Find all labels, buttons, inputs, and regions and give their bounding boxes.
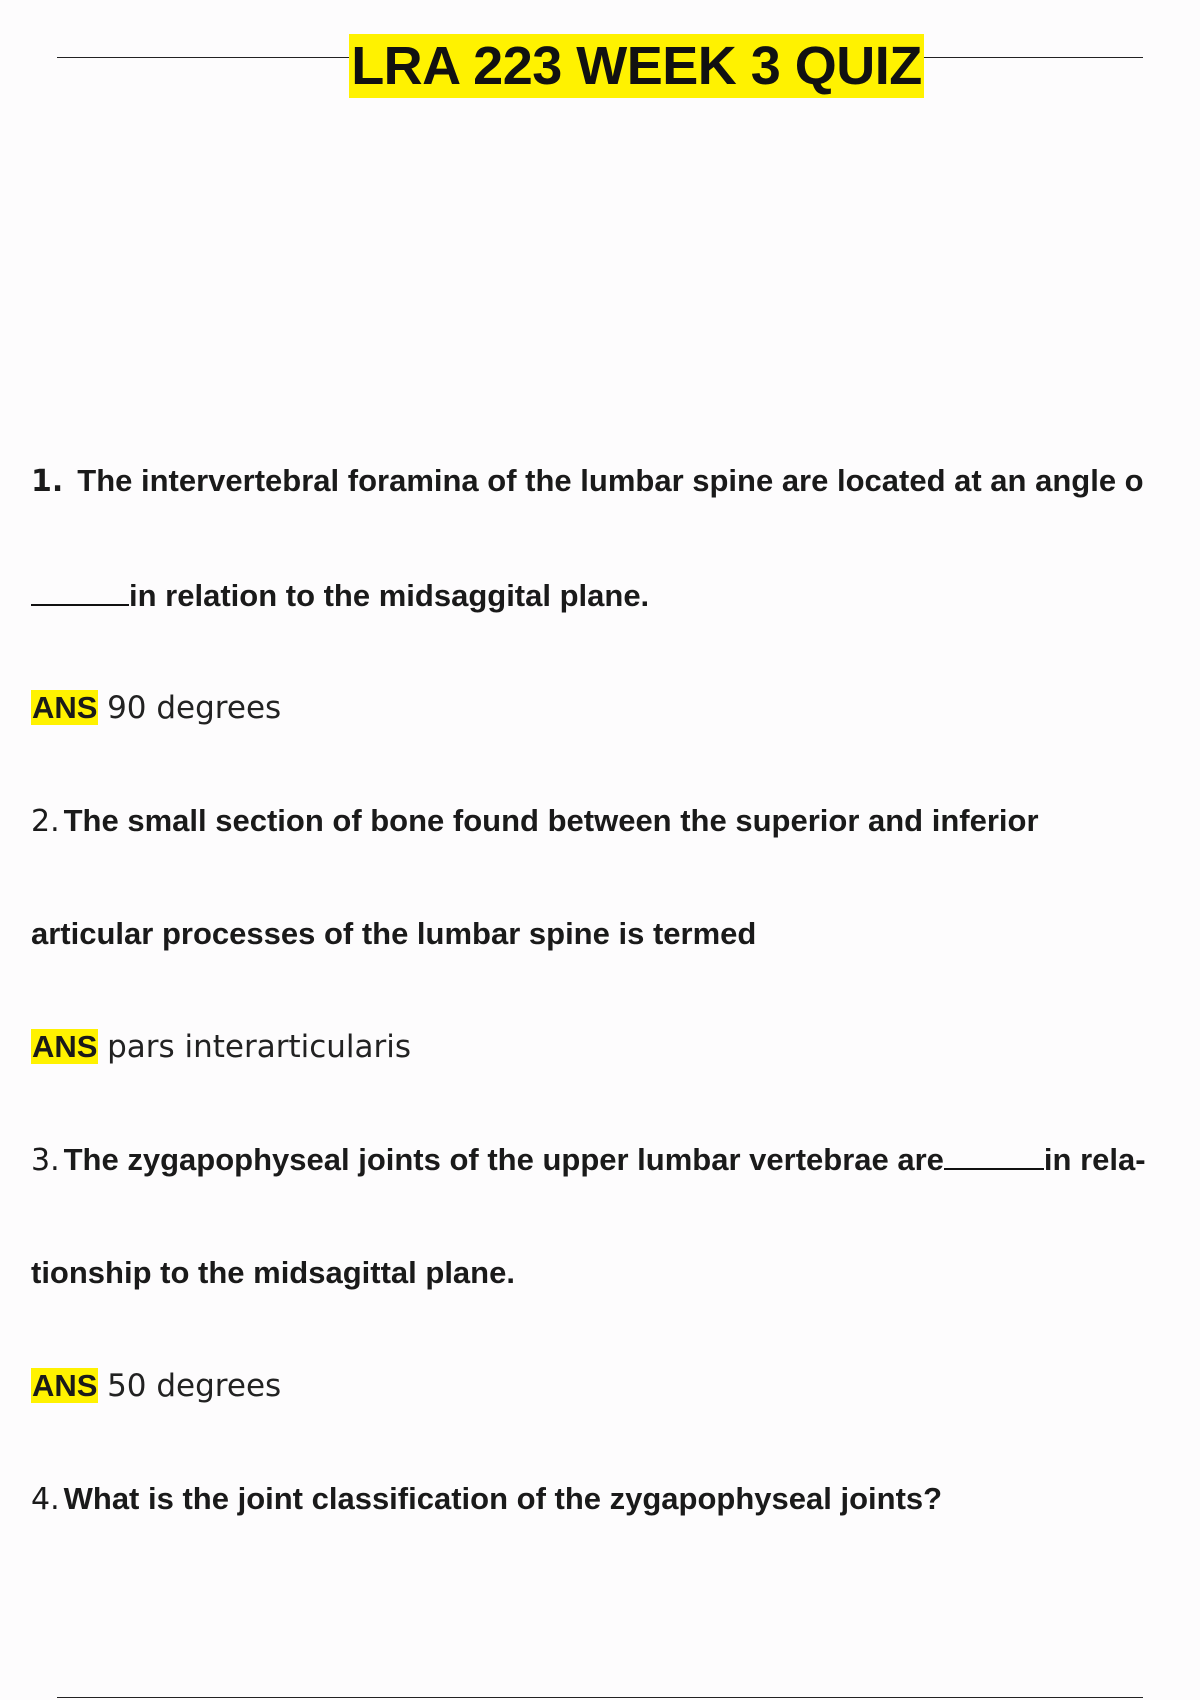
question-2-text: The small section of bone found between the superior and inferior [63, 803, 1039, 838]
answer-text: 90 degrees [107, 690, 282, 726]
question-1-line-2 [31, 576, 649, 616]
question-1-text-cont: in relation to the midsaggital plane. [129, 578, 650, 613]
question-1-answer [31, 688, 281, 728]
question-3-number: 3. [31, 1143, 60, 1178]
question-3-answer [31, 1366, 281, 1406]
question-2-line-2 [31, 914, 756, 954]
question-3-text: The zygapophyseal joints of the upper lumbar vertebrae are [63, 1142, 944, 1177]
question-3-text-cont: tionship to the midsagittal plane. [31, 1255, 515, 1290]
answer-text: pars interarticularis [107, 1029, 412, 1065]
question-4-number: 4. [31, 1482, 60, 1517]
question-4-text: What is the joint classification of the zygapophyseal joints? [63, 1481, 943, 1516]
question-3-line-2 [31, 1253, 515, 1293]
question-2-line-1 [31, 801, 1039, 842]
question-2-text-cont: articular processes of the lumbar spine is termed [31, 916, 757, 951]
question-1-blank [31, 578, 129, 606]
bottom-rule [57, 1697, 1143, 1698]
title-container [0, 34, 1200, 98]
answer-label: ANS [32, 1368, 98, 1403]
question-2-answer [31, 1027, 411, 1067]
question-1-number: 1. [31, 464, 64, 499]
document-title: LRA 223 WEEK 3 QUIZ [351, 36, 922, 96]
question-2-number: 2. [31, 804, 60, 839]
answer-label: ANS [32, 690, 98, 725]
question-3-text-after-blank: in rela- [1043, 1142, 1146, 1177]
question-3-blank [944, 1142, 1044, 1170]
question-1-line-1 [31, 461, 1144, 502]
answer-text: 50 degrees [107, 1368, 282, 1404]
question-3-line-1 [31, 1140, 1146, 1181]
answer-label: ANS [32, 1029, 98, 1064]
question-1-text: The intervertebral foramina of the lumbar spine are located at an angle o [77, 463, 1144, 498]
question-4-line-1 [31, 1479, 942, 1520]
